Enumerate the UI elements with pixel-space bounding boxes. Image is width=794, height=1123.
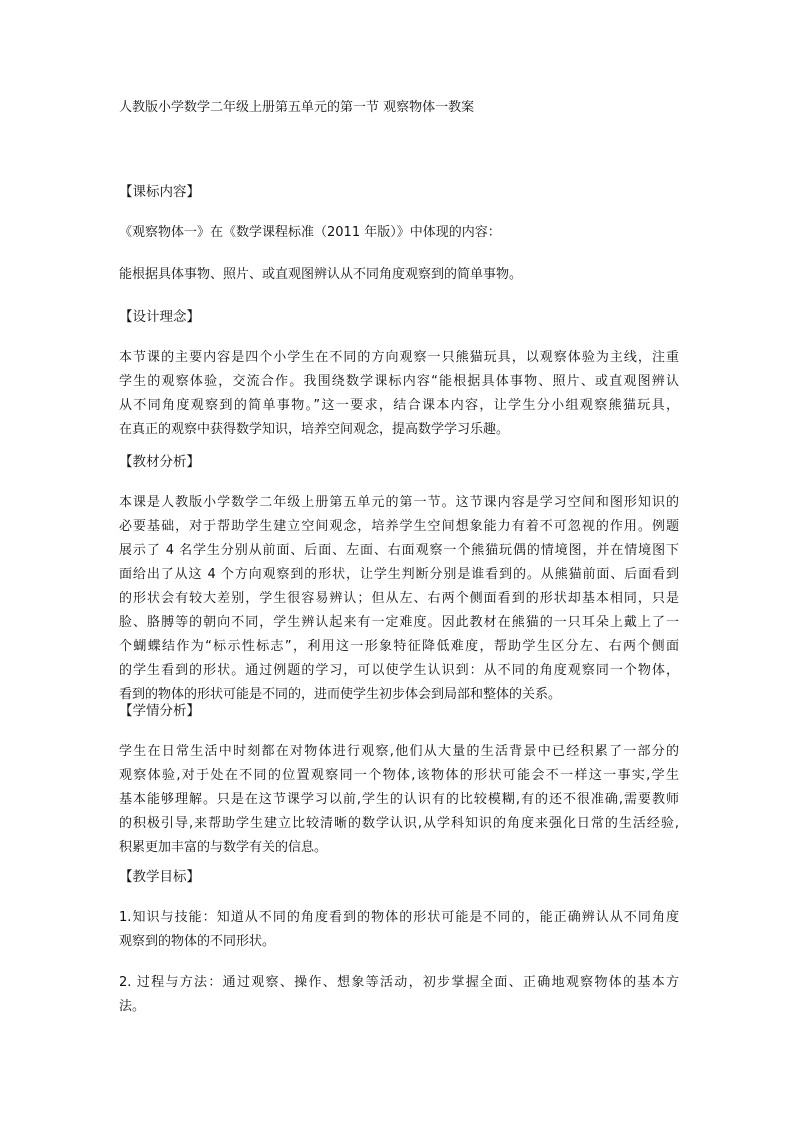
curriculum-paragraph-1: 《观察物体一》在《数学课程标准（2011 年版）》中体现的内容： [119, 225, 501, 240]
paragraph-line: 必要基础，对于帮助学生建立空间观念，培养学生空间想象能力有着不可忽视的作用。例题 [119, 519, 679, 534]
paragraph-line: 本节课的主要内容是四个小学生在不同的方向观察一只熊猫玩具，以观察体验为主线，注重 [119, 350, 679, 365]
section-heading-curriculum: 【课标内容】 [119, 184, 200, 200]
paragraph-line: 看到的物体的形状可能是不同的，进而使学生初步体会到局部和整体的关系。 [119, 687, 562, 702]
paragraph-line: 的积极引导,来帮助学生建立比较清晰的数学认识,从学科知识的角度来强化日常的生活经验, [119, 816, 679, 831]
section-heading-textbook: 【教材分析】 [119, 454, 200, 470]
paragraph-line: 观察到的物体的不同形状。 [119, 934, 276, 949]
paragraph-line: 个蝴蝶结作为“标示性标志”，利用这一形象特征降低难度，帮助学生区分左、右两个侧面 [119, 639, 679, 654]
objective-paragraph-2 [119, 971, 679, 1019]
paragraph-line: 展示了 4 名学生分别从前面、后面、左面、右面观察一个熊猫玩偶的情境图，并在情境图下 [119, 543, 679, 558]
section-heading-students: 【学情分析】 [119, 703, 200, 719]
paragraph-line: 2. 过程与方法：通过观察、操作、想象等活动，初步掌握全面、正确地观察物体的基本方 [119, 975, 679, 990]
document-title: 人教版小学数学二年级上册第五单元的第一节 观察物体一教案 [119, 100, 475, 115]
paragraph-line: 基本能够理解。只是在这节课学习以前,学生的认识有的比较模糊,有的还不很准确,需要教师 [119, 792, 679, 807]
paragraph-line: 在真正的观察中获得数学知识，培养空间观念，提高数学学习乐趣。 [119, 422, 510, 437]
students-paragraph [119, 740, 679, 860]
paragraph-line: 的学生看到的形状。通过例题的学习，可以使学生认识到：从不同的角度观察同一个物体， [119, 663, 679, 678]
paragraph-line: 积累更加丰富的与数学有关的信息。 [119, 840, 328, 855]
paragraph-line: 学生在日常生活中时刻都在对物体进行观察,他们从大量的生活背景中已经积累了一部分的 [119, 744, 679, 759]
paragraph-line: 本课是人教版小学数学二年级上册第五单元的第一节。这节课内容是学习空间和图形知识的 [119, 495, 679, 510]
paragraph-line: 观察体验,对于处在不同的位置观察同一个物体,该物体的形状可能会不一样这一事实,学生 [119, 768, 679, 783]
paragraph-line: 脸、胳膊等的朝向不同，学生辨认起来有一定难度。因此教材在熊猫的一只耳朵上戴上了一 [119, 615, 679, 630]
textbook-paragraph [119, 491, 679, 707]
paragraph-line: 1.知识与技能：知道从不同的角度看到的物体的形状可能是不同的，能正确辨认从不同角度 [119, 910, 679, 925]
curriculum-paragraph-2: 能根据具体事物、照片、或直观图辨认从不同角度观察到的简单事物。 [119, 267, 523, 282]
paragraph-line: 面给出了从这 4 个方向观察到的形状，让学生判断分别是谁看到的。从熊猫前面、后面看到 [119, 567, 679, 582]
section-heading-objectives: 【教学目标】 [119, 869, 200, 885]
design-paragraph [119, 346, 679, 442]
section-heading-design: 【设计理念】 [119, 309, 200, 325]
paragraph-line: 的形状会有较大差别，学生很容易辨认；但从左、右两个侧面看到的形状却基本相同，只是 [119, 591, 679, 606]
objective-paragraph-1 [119, 906, 679, 954]
paragraph-line: 学生的观察体验，交流合作。我围绕数学课标内容“能根据具体事物、照片、或直观图辨认 [119, 374, 679, 389]
paragraph-line: 从不同角度观察到的简单事物。”这一要求，结合课本内容，让学生分小组观察熊猫玩具， [119, 398, 679, 413]
paragraph-line: 法。 [119, 999, 146, 1014]
